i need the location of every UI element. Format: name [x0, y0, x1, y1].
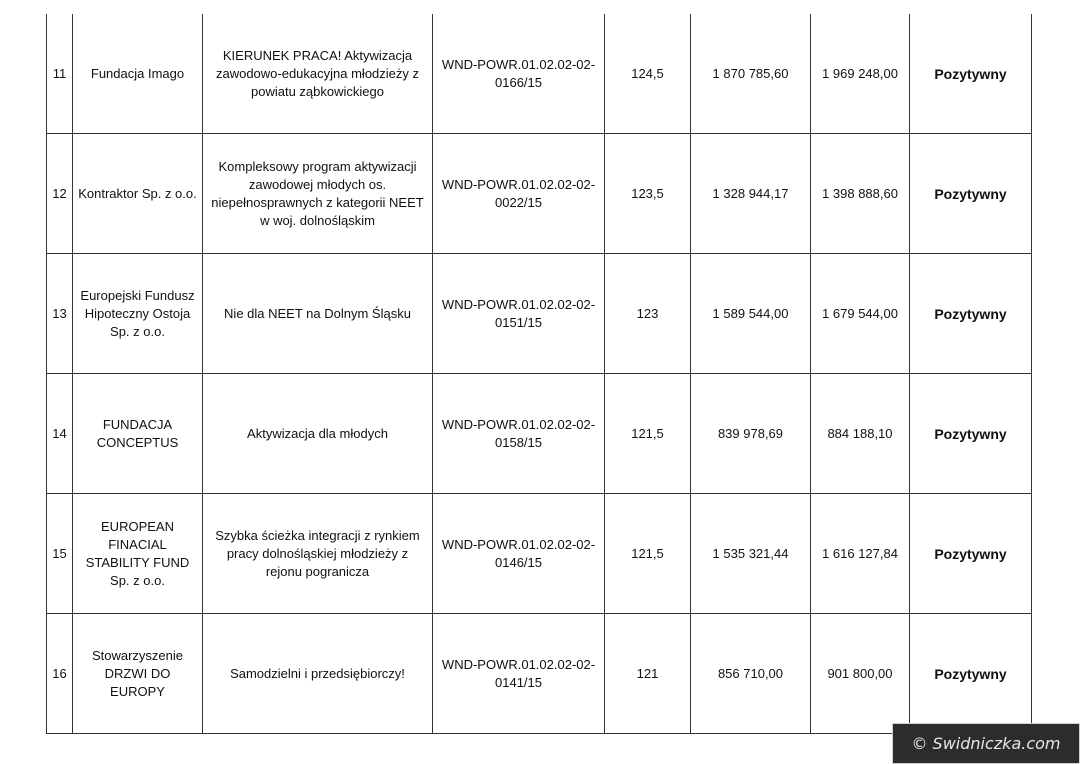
- application-number-cell: WND-POWR.01.02.02-02-0141/15: [433, 614, 605, 734]
- application-number-cell: WND-POWR.01.02.02-02-0151/15: [433, 254, 605, 374]
- total-amount-cell: 901 800,00: [811, 614, 910, 734]
- project-title-cell: Kompleksowy program aktywizacji zawodowej młodych os. niepełnosprawnych z kategorii NEET w woj. dolnośląskim: [203, 134, 433, 254]
- row-number-cell: 14: [47, 374, 73, 494]
- cofinancing-amount-cell: 856 710,00: [691, 614, 811, 734]
- result-cell: Pozytywny: [910, 254, 1032, 374]
- row-number-cell: 13: [47, 254, 73, 374]
- project-title-cell: KIERUNEK PRACA! Aktywizacja zawodowo-edukacyjna młodzieży z powiatu ząbkowickiego: [203, 14, 433, 134]
- application-number-cell: WND-POWR.01.02.02-02-0166/15: [433, 14, 605, 134]
- watermark: [892, 723, 1080, 764]
- project-title-cell: Szybka ścieżka integracji z rynkiem pracy dolnośląskiej młodzieży z rejonu pogranicza: [203, 494, 433, 614]
- total-amount-cell: 884 188,10: [811, 374, 910, 494]
- points-cell: 123,5: [605, 134, 691, 254]
- cofinancing-amount-cell: 839 978,69: [691, 374, 811, 494]
- total-amount-cell: 1 398 888,60: [811, 134, 910, 254]
- application-number-cell: WND-POWR.01.02.02-02-0146/15: [433, 494, 605, 614]
- project-title-cell: Samodzielni i przedsiębiorczy!: [203, 614, 433, 734]
- cofinancing-amount-cell: 1 870 785,60: [691, 14, 811, 134]
- applicant-name-cell: EUROPEAN FINACIAL STABILITY FUND Sp. z o.o.: [73, 494, 203, 614]
- result-cell: Pozytywny: [910, 134, 1032, 254]
- application-number-cell: WND-POWR.01.02.02-02-0022/15: [433, 134, 605, 254]
- result-cell: Pozytywny: [910, 374, 1032, 494]
- application-number-cell: WND-POWR.01.02.02-02-0158/15: [433, 374, 605, 494]
- points-cell: 123: [605, 254, 691, 374]
- row-number-cell: 16: [47, 614, 73, 734]
- project-title-cell: Nie dla NEET na Dolnym Śląsku: [203, 254, 433, 374]
- applicant-name-cell: FUNDACJA CONCEPTUS: [73, 374, 203, 494]
- total-amount-cell: 1 679 544,00: [811, 254, 910, 374]
- projects-table: [46, 14, 1032, 734]
- total-amount-cell: 1 616 127,84: [811, 494, 910, 614]
- applicant-name-cell: Stowarzyszenie DRZWI DO EUROPY: [73, 614, 203, 734]
- points-cell: 124,5: [605, 14, 691, 134]
- table-row: [47, 614, 1032, 734]
- points-cell: 121,5: [605, 374, 691, 494]
- table-row: [47, 14, 1032, 134]
- table-row: [47, 494, 1032, 614]
- project-title-cell: Aktywizacja dla młodych: [203, 374, 433, 494]
- cofinancing-amount-cell: 1 589 544,00: [691, 254, 811, 374]
- points-cell: 121: [605, 614, 691, 734]
- row-number-cell: 15: [47, 494, 73, 614]
- result-cell: Pozytywny: [910, 494, 1032, 614]
- table-row: [47, 374, 1032, 494]
- points-cell: 121,5: [605, 494, 691, 614]
- result-cell: Pozytywny: [910, 14, 1032, 134]
- row-number-cell: 12: [47, 134, 73, 254]
- row-number-cell: 11: [47, 14, 73, 134]
- cofinancing-amount-cell: 1 535 321,44: [691, 494, 811, 614]
- watermark-text: © Swidniczka.com: [911, 734, 1061, 753]
- table-row: [47, 254, 1032, 374]
- cofinancing-amount-cell: 1 328 944,17: [691, 134, 811, 254]
- applicant-name-cell: Europejski Fundusz Hipoteczny Ostoja Sp. z o.o.: [73, 254, 203, 374]
- table-row: [47, 134, 1032, 254]
- total-amount-cell: 1 969 248,00: [811, 14, 910, 134]
- applicant-name-cell: Fundacja Imago: [73, 14, 203, 134]
- result-cell: Pozytywny: [910, 614, 1032, 734]
- applicant-name-cell: Kontraktor Sp. z o.o.: [73, 134, 203, 254]
